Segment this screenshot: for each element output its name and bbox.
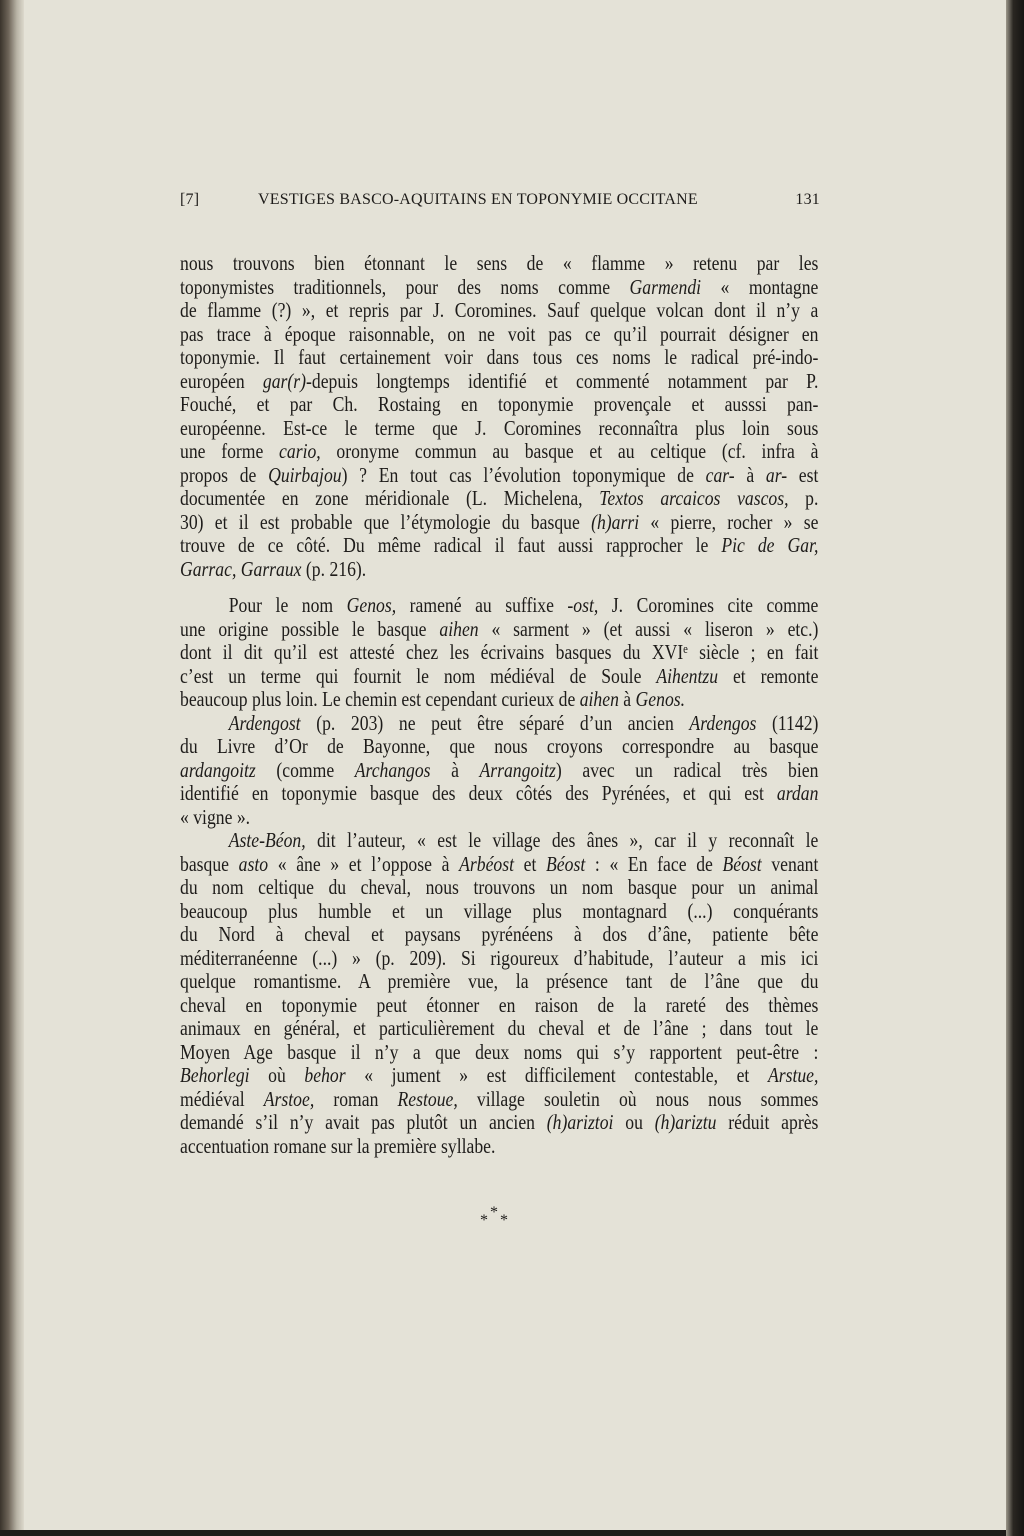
text-segment: toponymie. Il faut certainement voir dans tous ces noms le radical pré-indo- (180, 345, 819, 369)
text-line (180, 829, 818, 853)
page-right-edge (1006, 0, 1024, 1536)
text-line (180, 440, 818, 464)
text-segment: ramené au suffixe (396, 593, 568, 617)
text-segment: « pierre, rocher » se (639, 509, 819, 534)
text-segment: propos de (180, 462, 269, 487)
text-line (180, 393, 818, 417)
italic-text: Archangos (354, 757, 431, 782)
italic-text: Genos, (346, 593, 397, 617)
italic-text: Garmendi (629, 274, 702, 299)
text-segment: « montagne (701, 274, 819, 299)
text-line (180, 417, 818, 441)
running-title: VESTIGES BASCO-AQUITAINS EN TOPONYMIE OCCITANE (258, 191, 698, 208)
book-binding-edge (0, 0, 24, 1530)
italic-text: Béost (722, 851, 762, 876)
text-segment: européenne. Est-ce le terme que J. Coromines reconnaîtra plus loin sous (180, 415, 819, 440)
section-number: [7] (180, 191, 200, 208)
italic-text: Restoue, (397, 1086, 458, 1111)
italic-text: -ost, (567, 593, 599, 617)
italic-text: Béost (546, 851, 586, 876)
text-segment: ) ? En tout cas l’évolution toponymique de (341, 462, 706, 487)
text-segment: dit l’auteur, « est le village des ânes », car il y reconnaît le (305, 828, 819, 852)
italic-text: Arstue, (767, 1063, 819, 1087)
text-segment: identifié en toponymie basque des deux côtés des Pyrénées, et qui est (180, 781, 777, 805)
italic-text: Ardengost (228, 710, 301, 735)
text-line (180, 735, 818, 759)
text-line (180, 876, 818, 900)
text-line (180, 276, 818, 300)
running-header (180, 191, 820, 213)
italic-text: Aste-Béon, (228, 828, 306, 852)
text-line (180, 511, 818, 535)
text-segment: du nom celtique du cheval, nous trouvons un nom basque pour un animal (180, 875, 819, 899)
text-segment: basque (180, 851, 239, 876)
text-line (180, 1088, 818, 1112)
text-line (180, 594, 818, 618)
italic-text: Quirbajou (268, 462, 342, 487)
text-segment: 30) et il est probable que l’étymologie du basque (180, 509, 592, 534)
text-segment: (p. 203) ne peut être séparé d’un ancien (300, 710, 690, 735)
text-line (180, 299, 818, 323)
text-segment: Pour le nom (228, 593, 347, 617)
italic-text: ar- (765, 462, 788, 487)
text-line (180, 1064, 818, 1088)
text-segment: Moyen Age basque il n’y a que deux noms qui s’y rapportent peut-être : (180, 1039, 819, 1064)
text-segment: ou (613, 1110, 655, 1134)
text-line (180, 712, 818, 736)
text-segment: est (787, 462, 819, 487)
text-segment: beaucoup plus humble et un village plus montagnard (...) conquérants (180, 898, 819, 923)
text-segment: à (734, 462, 766, 487)
text-segment: nous trouvons bien étonnant le sens de « flamme » retenu par les (180, 251, 819, 275)
text-segment: « jument » est difficilement contestable, et (345, 1063, 768, 1087)
text-segment: quelque romantisme. A première vue, la présence tant de l’âne que du (180, 969, 819, 993)
italic-text: Aihentzu (656, 663, 719, 688)
body-text (180, 252, 818, 1158)
text-segment: (p. 216). (301, 556, 367, 581)
text-segment: roman (314, 1086, 398, 1111)
text-segment: médiéval (180, 1086, 264, 1111)
text-line (180, 1017, 818, 1041)
text-segment: (comme (255, 757, 355, 782)
text-segment: et (513, 851, 547, 876)
text-segment: où (249, 1063, 305, 1087)
asterisk: * (500, 1212, 508, 1229)
text-segment: « vigne ». (180, 804, 251, 829)
text-segment: européen (180, 368, 263, 393)
asterisk: * (480, 1212, 488, 1229)
section-separator-asterisks (478, 1204, 528, 1228)
text-line (180, 806, 818, 830)
text-line (180, 782, 818, 806)
text-segment: Fouché, et par Ch. Rostaing en toponymie provençale et ausssi pan- (180, 392, 819, 416)
text-segment: réduit après (716, 1110, 819, 1134)
text-segment: cheval en toponymie peut étonner en raison de la rareté des thèmes (180, 992, 819, 1017)
paragraph (180, 252, 818, 581)
text-segment: à (430, 757, 480, 782)
text-line (180, 994, 818, 1018)
page-number: 131 (795, 191, 820, 208)
text-segment: une forme (180, 439, 280, 463)
text-segment: (1142) (756, 710, 819, 735)
text-segment: méditerranéenne (...) » (p. 209). Si rigoureux d’habitude, l’auteur a mis ici (180, 945, 819, 970)
text-line (180, 370, 818, 394)
italic-text: asto (238, 851, 269, 876)
text-segment: depuis longtemps identifié et commenté notamment par P. (311, 368, 819, 393)
italic-text: (h)ariztoi (546, 1110, 614, 1134)
text-line (180, 688, 818, 712)
text-line (180, 1135, 818, 1159)
text-segment: de flamme (?) », et repris par J. Coromines. Sauf quelque volcan dont il n’y a (180, 298, 819, 322)
text-line (180, 1111, 818, 1135)
italic-text: Genos. (635, 687, 686, 711)
text-line (180, 665, 818, 689)
text-segment: demandé s’il n’y avait pas plutôt un ancien (180, 1110, 547, 1134)
text-line (180, 641, 818, 665)
text-segment: beaucoup plus loin. Le chemin est cependant curieux de (180, 687, 580, 711)
italic-text: ardangoitz (180, 757, 256, 782)
italic-text: aihen (439, 616, 479, 641)
italic-text: Ardengos (689, 710, 757, 735)
asterisk: * (490, 1204, 498, 1221)
text-line (180, 923, 818, 947)
paragraph (180, 594, 818, 712)
text-line (180, 534, 818, 558)
text-segment: toponymistes traditionnels, pour des noms comme (180, 274, 630, 299)
text-segment: c’est un terme qui fournit le nom médiéval de Soule (180, 663, 657, 688)
text-line (180, 947, 818, 971)
text-segment: pas trace à époque raisonnable, on ne voit pas ce qu’il pourrait désigner en (180, 321, 819, 346)
italic-text: (h)arri (591, 509, 640, 534)
text-segment: du Nord à cheval et paysans pyrénéens à dos d’âne, patiente bête (180, 922, 819, 946)
text-line (180, 487, 818, 511)
text-line (180, 346, 818, 370)
text-line (180, 618, 818, 642)
text-segment: à (618, 687, 636, 711)
text-segment: et remonte (718, 663, 819, 688)
text-segment: dont il dit qu’il est attesté chez les écrivains basques du XVIᵉ siècle ; en fait (180, 640, 819, 664)
italic-text: behor (304, 1063, 346, 1087)
italic-text: Textos arcaicos vascos, (599, 486, 789, 510)
text-segment: accentuation romane sur la première syllabe. (180, 1133, 496, 1158)
text-segment: « âne » et l’oppose à (268, 851, 460, 876)
text-segment: trouve de ce côté. Du même radical il faut aussi rapprocher le (180, 533, 722, 557)
italic-text: (h)ariztu (654, 1110, 717, 1134)
text-segment: venant (761, 851, 819, 876)
text-segment: village souletin où nous nous sommes (457, 1086, 819, 1111)
italic-text: Pic de Gar, (721, 533, 819, 557)
text-segment: « sarment » (et aussi « liseron » etc.) (478, 616, 819, 641)
text-segment: animaux en général, et particulièrement du cheval et de l’âne ; dans tout le (180, 1016, 819, 1040)
italic-text: Arstoe, (263, 1086, 315, 1111)
text-segment: : « En face de (585, 851, 723, 876)
text-segment: oronyme commun au basque et au celtique (cf. infra à (320, 439, 819, 463)
text-line (180, 900, 818, 924)
text-line (180, 323, 818, 347)
text-line (180, 1041, 818, 1065)
text-line (180, 558, 818, 582)
text-line (180, 252, 818, 276)
text-line (180, 853, 818, 877)
italic-text: ardan (776, 781, 819, 805)
text-line (180, 970, 818, 994)
text-segment: du Livre d’Or de Bayonne, que nous croyons correspondre au basque (180, 734, 819, 758)
italic-text: gar(r)- (262, 368, 312, 393)
italic-text: aihen (579, 687, 619, 711)
paragraph (180, 712, 818, 830)
italic-text: Garrac, Garraux (180, 556, 302, 581)
paragraph (180, 829, 818, 1158)
italic-text: Behorlegi (180, 1063, 250, 1087)
text-segment: p. (788, 486, 819, 510)
italic-text: Arrangoitz (479, 757, 556, 782)
italic-text: Arbéost (459, 851, 514, 876)
text-segment: documentée en zone méridionale (L. Michelena, (180, 486, 600, 510)
text-segment: une origine possible le basque (180, 616, 440, 641)
text-line (180, 464, 818, 488)
italic-text: car- (705, 462, 735, 487)
text-line (180, 759, 818, 783)
text-segment: J. Coromines cite comme (598, 593, 819, 617)
italic-text: cario, (279, 439, 321, 463)
text-segment: ) avec un radical très bien (555, 757, 819, 782)
